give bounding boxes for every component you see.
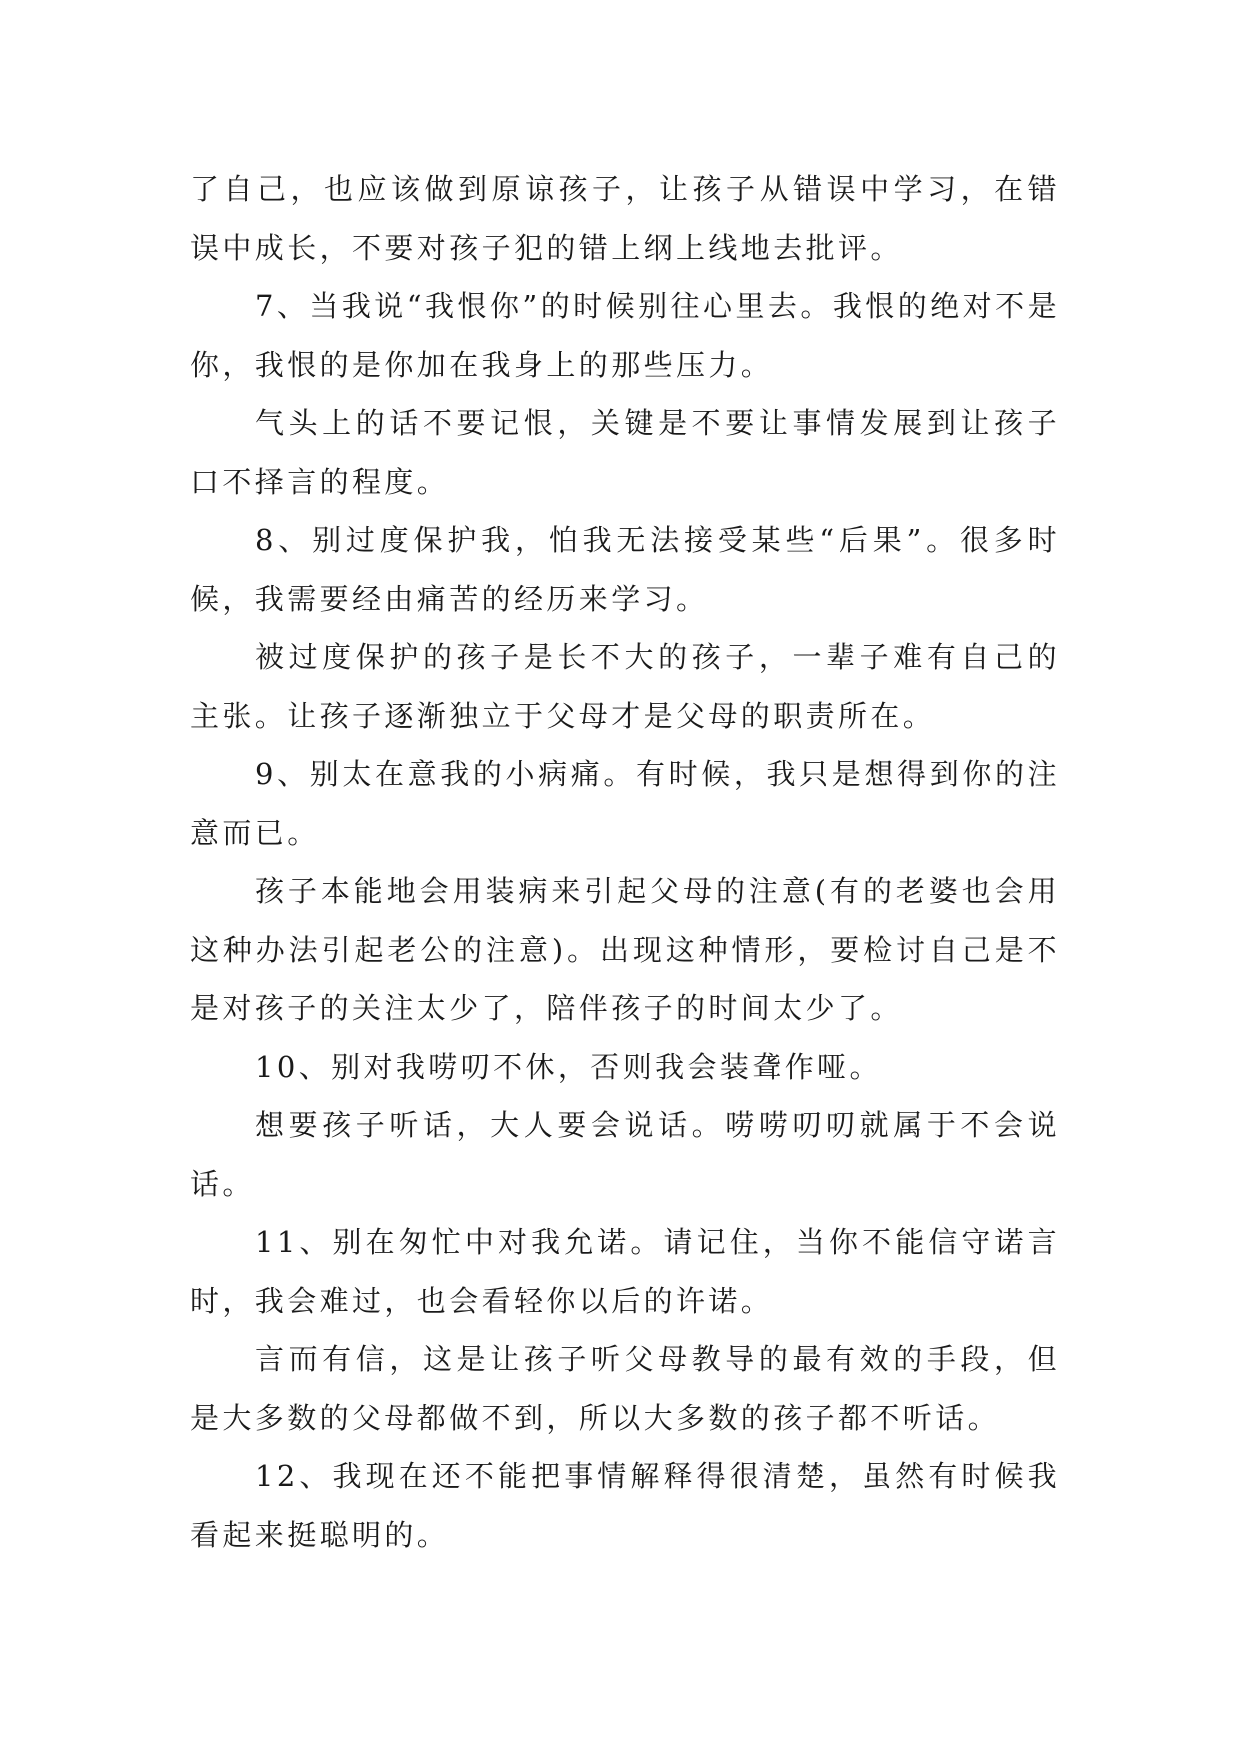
- paragraph-comment-11: 言而有信，这是让孩子听父母教导的最有效的手段，但是大多数的父母都做不到，所以大多数的孩子都不听话。: [190, 1342, 1060, 1435]
- paragraph-comment-8: 被过度保护的孩子是长不大的孩子，一辈子难有自己的主张。让孩子逐渐独立于父母才是父母的职责所在。: [190, 640, 1060, 733]
- paragraph-item-12: 12、我现在还不能把事情解释得很清楚，虽然有时候我看起来挺聪明的。: [190, 1459, 1060, 1552]
- paragraph-comment-10: 想要孩子听话，大人要会说话。唠唠叨叨就属于不会说话。: [190, 1108, 1060, 1201]
- paragraph-comment-9: 孩子本能地会用装病来引起父母的注意(有的老婆也会用这种办法引起老公的注意)。出现这种情形，要检讨自己是不是对孩子的关注太少了，陪伴孩子的时间太少了。: [190, 874, 1060, 1025]
- paragraph-continuation: 了自己，也应该做到原谅孩子，让孩子从错误中学习，在错误中成长，不要对孩子犯的错上纲上线地去批评。: [190, 172, 1060, 265]
- document-body: [190, 160, 1060, 1564]
- paragraph-comment-7: 气头上的话不要记恨，关键是不要让事情发展到让孩子口不择言的程度。: [190, 406, 1060, 499]
- paragraph-item-11: 11、别在匆忙中对我允诺。请记住，当你不能信守诺言时，我会难过，也会看轻你以后的许诺。: [190, 1225, 1060, 1318]
- paragraph-item-7: 7、当我说“我恨你”的时候别往心里去。我恨的绝对不是你，我恨的是你加在我身上的那些压力。: [190, 289, 1060, 382]
- paragraph-item-10: 10、别对我唠叨不休，否则我会装聋作哑。: [255, 1049, 882, 1084]
- paragraph-item-8: 8、别过度保护我，怕我无法接受某些“后果”。很多时候，我需要经由痛苦的经历来学习。: [190, 523, 1060, 616]
- paragraph-item-9: 9、别太在意我的小病痛。有时候，我只是想得到你的注意而已。: [190, 757, 1060, 850]
